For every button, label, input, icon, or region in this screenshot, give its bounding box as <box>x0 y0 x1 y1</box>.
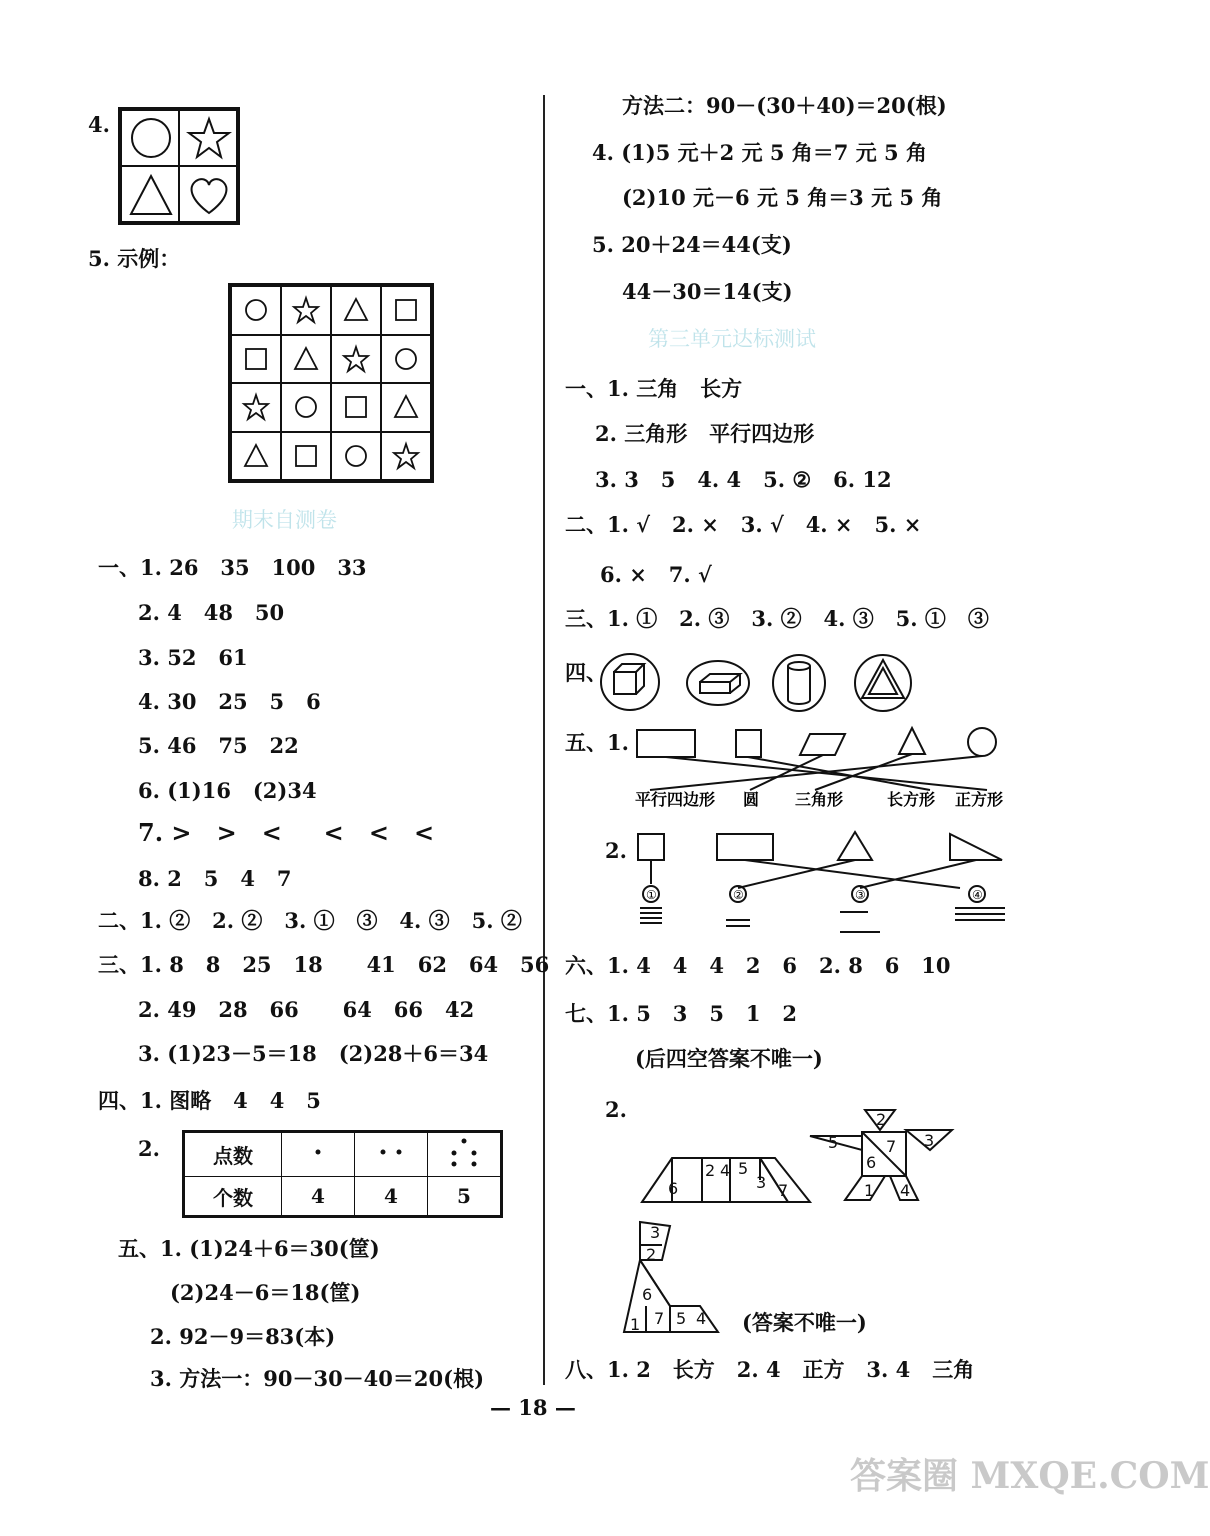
answer-line: 8. 2 5 4 7 <box>138 866 292 891</box>
answer-line: 三、1. ① 2. ③ 3. ② 4. ③ 5. ① ③ <box>565 606 989 631</box>
answer-line: 一、1. 26 35 100 33 <box>98 555 367 580</box>
q5-label: 5. 示例： <box>88 246 181 271</box>
tangram-num: 5 <box>828 1133 839 1152</box>
stack-label: ④ <box>972 888 983 902</box>
tangram-num: 7 <box>778 1181 789 1200</box>
tangram-num: 7 <box>886 1137 897 1156</box>
star-icon <box>391 441 421 471</box>
triangle-icon <box>241 441 271 471</box>
tangram-num: 4 <box>696 1309 707 1328</box>
tangram-num: 4 <box>900 1181 911 1200</box>
answer-line: 四、1. 图略 4 4 5 <box>98 1088 321 1113</box>
answer-line: 二、1. ② 2. ② 3. ① ③ 4. ③ 5. ② <box>98 908 522 933</box>
star-icon <box>291 295 321 325</box>
circle-icon <box>241 295 271 325</box>
grid-cell <box>381 383 431 432</box>
shape-label: 正方形 <box>955 790 1004 809</box>
tangram-num: 5 <box>676 1309 687 1328</box>
answer-line: 二、1. √ 2. × 3. √ 4. × 5. × <box>565 512 922 537</box>
grid-cell <box>281 335 331 384</box>
answer-line: 2. 49 28 66 64 66 42 <box>138 997 475 1022</box>
triangle-icon <box>341 295 371 325</box>
square-icon <box>341 392 371 422</box>
dots-table <box>182 1130 503 1218</box>
column-divider <box>543 95 545 1385</box>
section-title-faded: 期末自测卷 <box>232 508 337 532</box>
shape-grid-4x4 <box>228 283 434 483</box>
grid-cell <box>331 432 381 481</box>
answer-line: 5. 20＋24＝44(支) <box>592 232 792 257</box>
dot-cell <box>428 1132 502 1177</box>
answer-line: 五、1. <box>565 730 629 755</box>
answer-line: 44－30＝14(支) <box>622 279 793 304</box>
answer-line: 7. > > < < < < <box>138 818 435 847</box>
circle-icon <box>391 344 421 374</box>
section-title-faded: 第三单元达标测试 <box>648 327 816 351</box>
answer-line: 2. 4 48 50 <box>138 600 285 625</box>
q4-label: 4. <box>88 112 110 137</box>
count-cell: 4 <box>355 1177 428 1217</box>
answer-line: 4. (1)5 元＋2 元 5 角＝7 元 5 角 <box>592 140 927 165</box>
answer-line: 2. <box>138 1136 160 1161</box>
triangle-icon <box>391 392 421 422</box>
shape-label: 三角形 <box>795 790 844 809</box>
watermark-text: 答案圈 MXQE.COM <box>850 1455 1210 1497</box>
stack-label: ③ <box>855 888 866 902</box>
answer-line: 2. 三角形 平行四边形 <box>595 421 815 446</box>
star-icon <box>341 344 371 374</box>
triangle-icon <box>122 167 180 222</box>
tangram-num: 1 <box>864 1181 875 1200</box>
answer-line: 3. 52 61 <box>138 645 248 670</box>
answer-line: (2)24－6＝18(筐) <box>170 1280 361 1305</box>
grid-cell <box>281 286 331 335</box>
tangram-num: 5 <box>738 1159 749 1178</box>
answer-line: 4. 30 25 5 6 <box>138 689 321 714</box>
circle-icon <box>122 111 180 166</box>
tangram-num: 2 <box>705 1161 716 1180</box>
dot-cell <box>282 1132 355 1177</box>
answer-line: 3. (1)23－5＝18 (2)28＋6＝34 <box>138 1041 489 1066</box>
grid-cell <box>331 383 381 432</box>
tangram-num: 1 <box>630 1315 641 1334</box>
triangle-icon <box>291 344 321 374</box>
shape-label: 长方形 <box>887 790 936 809</box>
page-number: — 18 — <box>490 1395 576 1420</box>
grid-cell <box>331 286 381 335</box>
grid-cell <box>381 286 431 335</box>
table-header: 点数 <box>184 1132 282 1177</box>
tangram-num: 2 <box>646 1245 657 1264</box>
grid-cell <box>381 335 431 384</box>
answer-line: 2. <box>605 1097 627 1122</box>
circle-icon <box>291 392 321 422</box>
count-cell: 4 <box>282 1177 355 1217</box>
square-icon <box>391 295 421 325</box>
stack-matching <box>620 828 1020 940</box>
tangram-num: 3 <box>924 1131 935 1150</box>
star-icon <box>180 111 238 166</box>
stack-label: ② <box>733 888 744 902</box>
tangram-num: 3 <box>650 1223 661 1242</box>
grid-cell <box>231 286 281 335</box>
shape-label: 圆 <box>743 790 760 809</box>
grid-cell <box>231 383 281 432</box>
tangram-num: 7 <box>654 1309 665 1328</box>
shape-grid-2x2 <box>118 107 240 225</box>
square-icon <box>241 344 271 374</box>
heart-icon <box>180 167 238 222</box>
answer-line: (2)10 元－6 元 5 角＝3 元 5 角 <box>622 185 943 210</box>
answer-line: 五、1. (1)24＋6＝30(筐) <box>118 1236 380 1261</box>
grid-cell <box>331 335 381 384</box>
answer-line: 6. (1)16 (2)34 <box>138 778 317 803</box>
tangram-num: 6 <box>642 1285 653 1304</box>
answer-line: 七、1. 5 3 5 1 2 <box>565 1001 798 1026</box>
grid-cell <box>381 432 431 481</box>
solid-figures <box>598 652 928 714</box>
answer-line: 六、1. 4 4 4 2 6 2. 8 6 10 <box>565 953 951 978</box>
tangram-num: 2 <box>876 1110 887 1129</box>
dot-cell <box>355 1132 428 1177</box>
grid-cell <box>281 383 331 432</box>
answer-line: 三、1. 8 8 25 18 41 62 64 56 <box>98 952 550 977</box>
stack-label: ① <box>646 888 657 902</box>
tangram-num: 3 <box>756 1173 767 1192</box>
answer-line: (答案不唯一) <box>742 1310 867 1335</box>
answer-line: 3. 方法一：90－30－40＝20(根) <box>150 1366 484 1391</box>
grid-cell <box>231 432 281 481</box>
answer-line: 四、 <box>565 660 607 685</box>
answer-line: (后四空答案不唯一) <box>635 1046 823 1071</box>
square-icon <box>291 441 321 471</box>
shape-matching <box>625 725 1025 815</box>
grid-cell <box>281 432 331 481</box>
table-header: 个数 <box>184 1177 282 1217</box>
star-icon <box>241 392 271 422</box>
answer-line: 八、1. 2 长方 2. 4 正方 3. 4 三角 <box>565 1357 975 1382</box>
answer-line: 5. 46 75 22 <box>138 733 299 758</box>
answer-line: 3. 3 5 4. 4 5. ② 6. 12 <box>595 467 892 492</box>
answer-line: 6. × 7. √ <box>600 562 712 587</box>
tangram-num: 6 <box>866 1153 877 1172</box>
answer-line: 2. <box>605 838 627 863</box>
shape-label: 平行四边形 <box>635 790 716 809</box>
answer-line: 方法二：90－(30＋40)＝20(根) <box>622 93 947 118</box>
answer-line: 一、1. 三角 长方 <box>565 376 743 401</box>
tangram-num: 4 <box>720 1161 731 1180</box>
grid-cell <box>231 335 281 384</box>
tangram-num: 6 <box>668 1179 679 1198</box>
circle-icon <box>341 441 371 471</box>
watermark-logo <box>850 1455 1210 1526</box>
answer-line: 2. 92－9＝83(本) <box>150 1324 336 1349</box>
count-cell: 5 <box>428 1177 502 1217</box>
